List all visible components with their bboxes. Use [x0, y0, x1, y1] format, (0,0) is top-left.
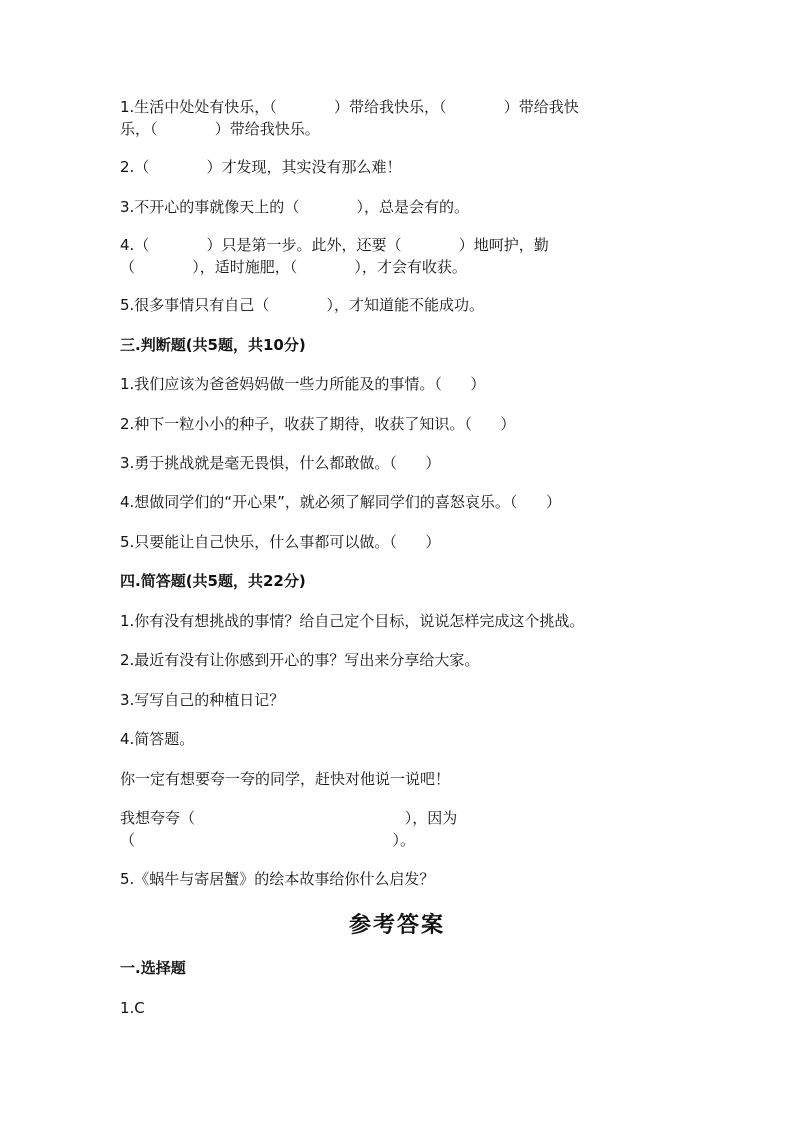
fill-blank-question-5: 5.很多事情只有自己（ ），才知道能不能成功。 [120, 296, 485, 314]
short-answer-question-2: 2.最近有没有让你感到开心的事？写出来分享给大家。 [120, 651, 480, 669]
short-answer-question-4-line-2: （ ）。 [120, 831, 415, 849]
judge-question-2: 2.种下一粒小小的种子，收获了期待，收获了知识。（ ） [120, 415, 516, 433]
short-answer-question-4-line-1: 我想夸夸（ ），因为 [120, 809, 458, 827]
judge-question-1: 1.我们应该为爸爸妈妈做一些力所能及的事情。（ ） [120, 375, 486, 393]
fill-blank-question-1-line-2: 乐，（ ）带给我快乐。 [120, 120, 320, 138]
answer-key-title: 参考答案 [348, 912, 445, 938]
answer-1: 1.C [120, 999, 145, 1017]
judge-question-5: 5.只要能让自己快乐，什么事都可以做。（ ） [120, 533, 441, 551]
short-answer-section-heading: 四.简答题(共5题，共22分) [120, 572, 306, 590]
fill-blank-question-2: 2.（ ）才发现，其实没有那么难！ [120, 158, 402, 176]
judge-question-3: 3.勇于挑战就是毫无畏惧，什么都敢做。（ ） [120, 454, 441, 472]
short-answer-question-5: 5.《蜗牛与寄居蟹》的绘本故事给你什么启发？ [120, 870, 435, 888]
short-answer-question-4: 4.简答题。 [120, 730, 195, 748]
fill-blank-question-4-line-1: 4.（ ）只是第一步。此外，还要（ ）地呵护，勤 [120, 236, 549, 254]
short-answer-question-4-prompt: 你一定有想要夸一夸的同学，赶快对他说一说吧！ [120, 770, 451, 788]
fill-blank-question-4-line-2: （ ），适时施肥，（ ），才会有收获。 [120, 258, 467, 276]
fill-blank-question-1-line-1: 1.生活中处处有快乐，（ ）带给我快乐，（ ）带给我快 [120, 98, 579, 116]
short-answer-question-3: 3.写写自己的种植日记？ [120, 691, 285, 709]
judge-section-heading: 三.判断题(共5题，共10分) [120, 336, 306, 354]
judge-question-4: 4.想做同学们的“开心果”，就必须了解同学们的喜怒哀乐。（ ） [120, 493, 561, 511]
answer-section-1-heading: 一.选择题 [120, 959, 186, 977]
fill-blank-question-3: 3.不开心的事就像天上的（ ），总是会有的。 [120, 198, 470, 216]
short-answer-question-1: 1.你有没有想挑战的事情？给自己定个目标，说说怎样完成这个挑战。 [120, 612, 585, 630]
